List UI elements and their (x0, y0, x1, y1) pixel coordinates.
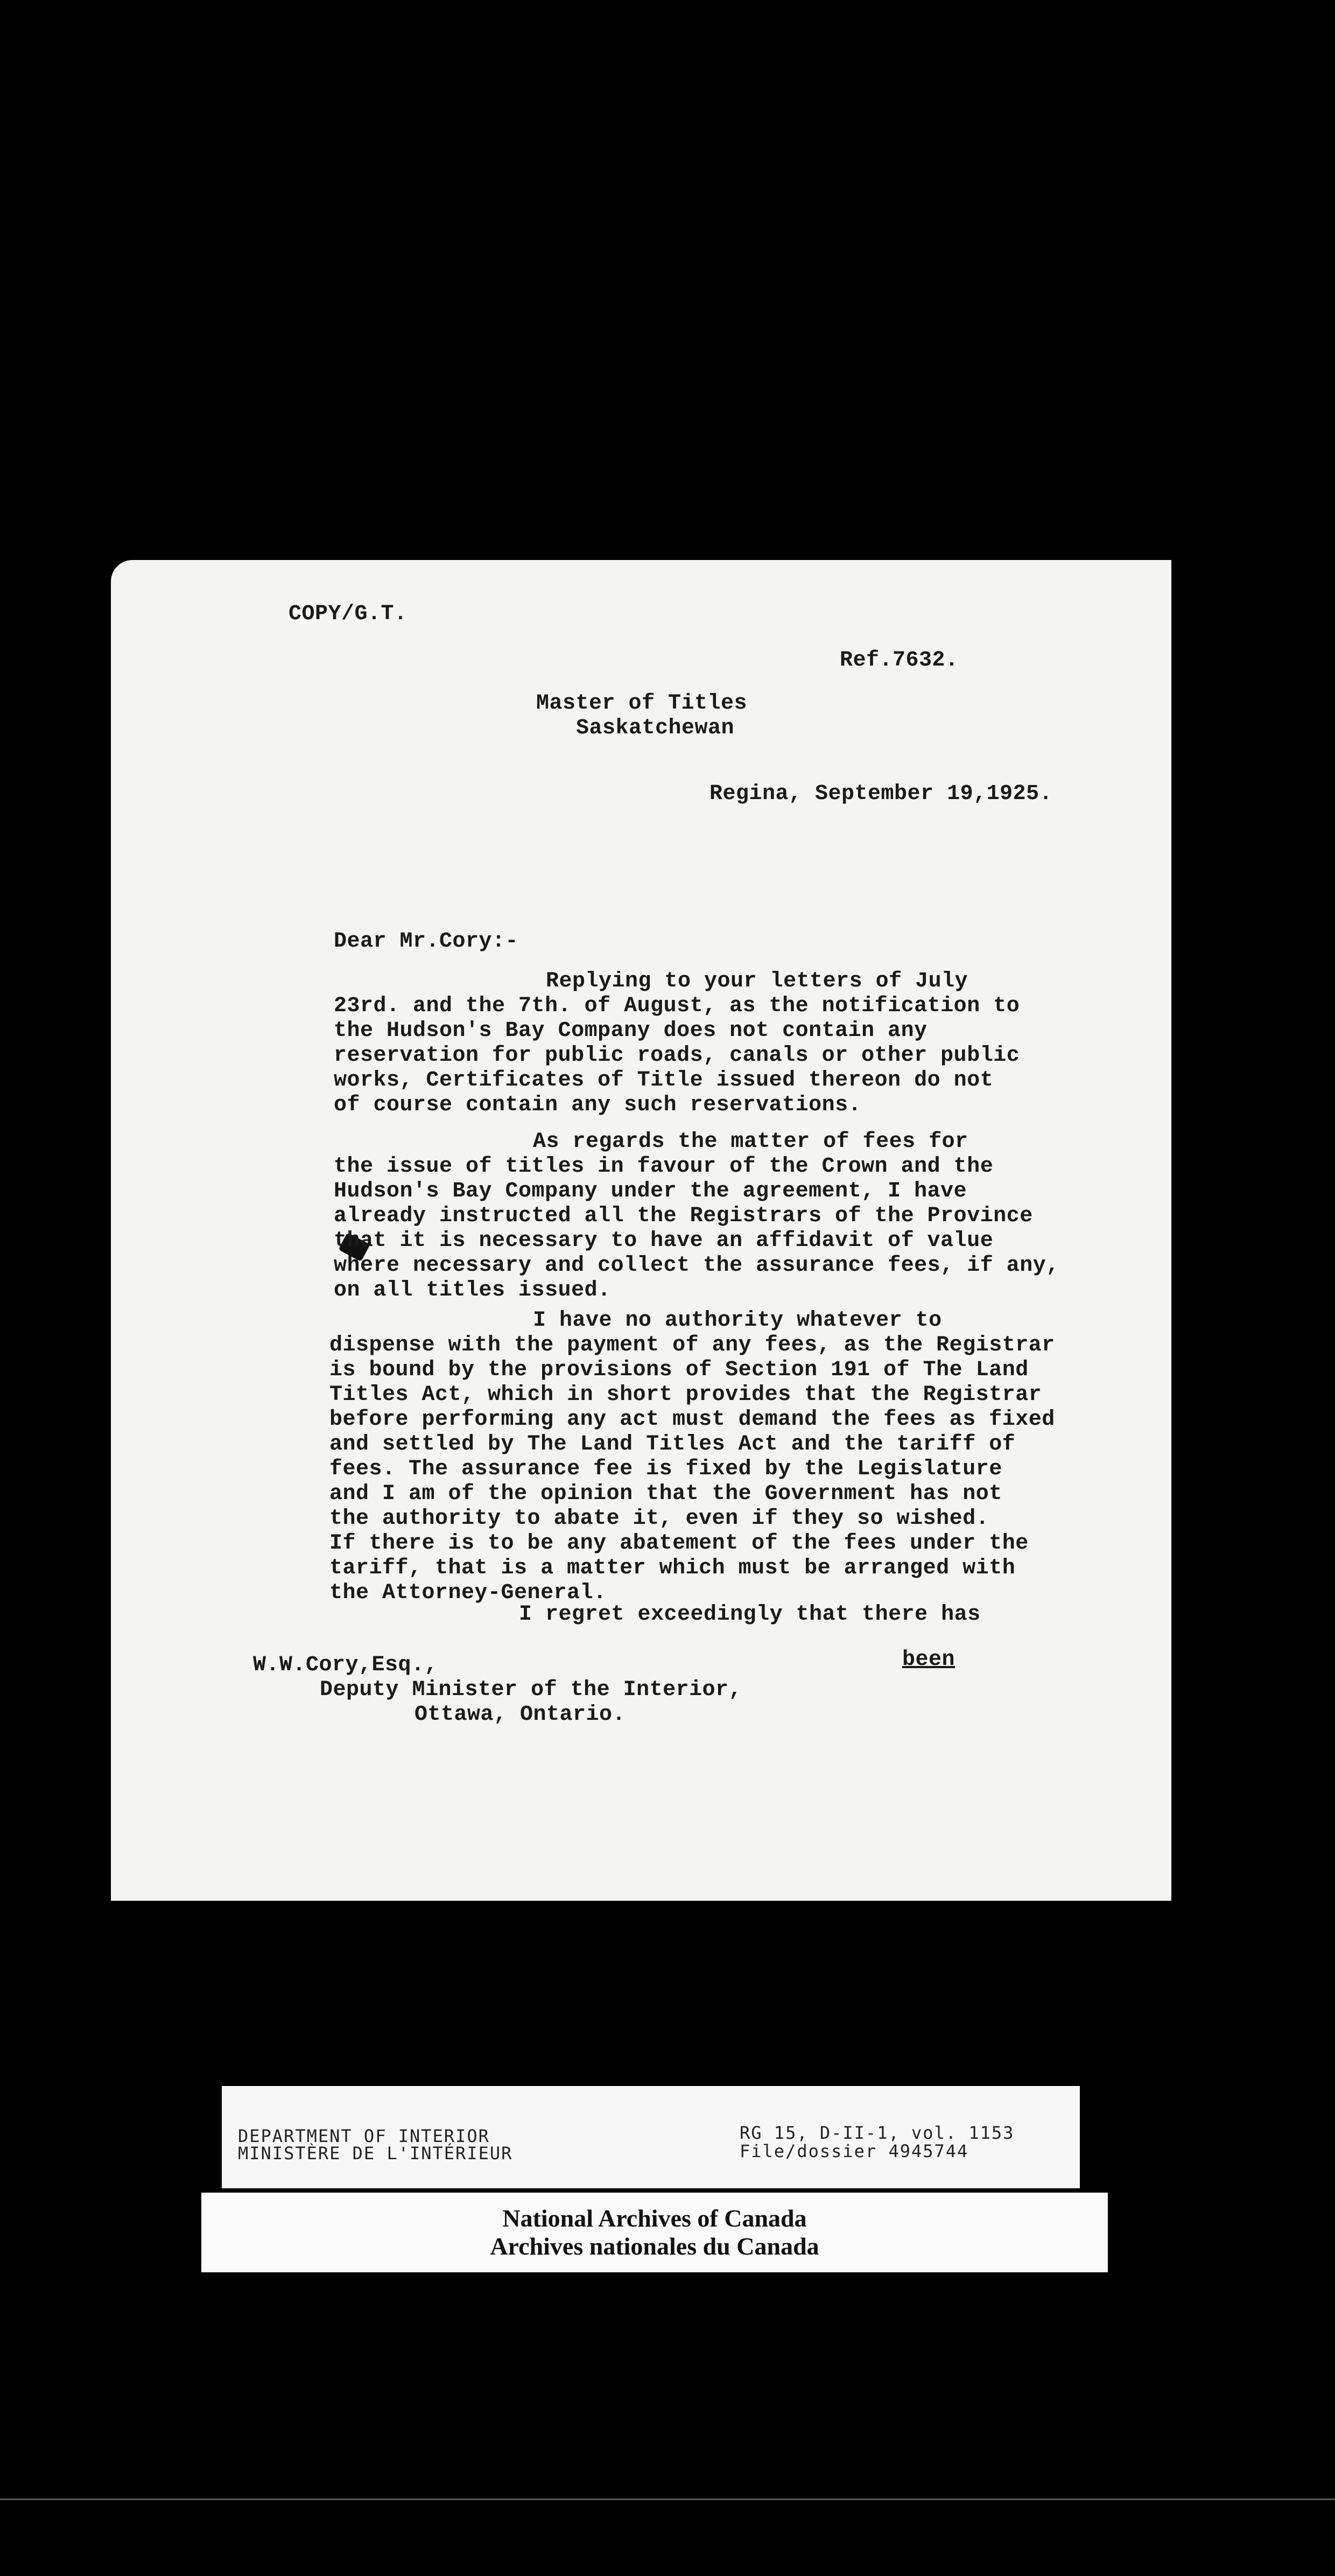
paragraph-4: I regret exceedingly that there has (519, 1602, 981, 1627)
addressee-line: Ottawa, Ontario. (414, 1703, 626, 1727)
salutation: Dear Mr.Cory:- (334, 929, 519, 954)
scan-edge-rule (0, 2498, 1335, 2500)
archives-name-english: National Archives of Canada (502, 2204, 807, 2232)
paragraph-line: that it is necessary to have an affidavit of value (334, 1229, 994, 1253)
sender-province: Saskatchewan (576, 716, 735, 740)
copy-mark: COPY/G.T. (289, 602, 407, 626)
paragraph-line: If there is to be any abatement of the fees under the (329, 1531, 1029, 1556)
paragraph-line: dispense with the payment of any fees, as the Registrar (329, 1333, 1055, 1357)
paragraph-line: and I am of the opinion that the Government has not (329, 1482, 1002, 1506)
paragraph-line: of course contain any such reservations. (334, 1093, 862, 1117)
paragraph-line: Hudson's Bay Company under the agreement, I have (334, 1179, 967, 1203)
department-english: DEPARTMENT OF INTERIOR (238, 2126, 490, 2146)
paragraph-line: already instructed all the Registrars of the Province (334, 1204, 1033, 1228)
paragraph-line: I have no authority whatever to (533, 1308, 942, 1333)
paragraph-line: is bound by the provisions of Section 191 of The Land (329, 1358, 1029, 1382)
addressee-line: Deputy Minister of the Interior, (320, 1678, 742, 1702)
paragraph-line: tariff, that is a matter which must be arranged with (329, 1556, 1016, 1580)
paragraph-line: the Hudson's Bay Company does not contain any (334, 1019, 928, 1043)
paragraph-line: As regards the matter of fees for (533, 1130, 968, 1154)
record-group-reference: RG 15, D-II-1, vol. 1153 (740, 2123, 1015, 2143)
paragraph-line: reservation for public roads, canals or other public (334, 1044, 1020, 1068)
paragraph-line: fees. The assurance fee is fixed by the Legislature (329, 1457, 1002, 1481)
reference-number: Ref.7632. (840, 648, 959, 673)
paragraph-line: 23rd. and the 7th. of August, as the notification to (334, 994, 1020, 1018)
archives-name-french: Archives nationales du Canada (490, 2232, 819, 2260)
sender-title: Master of Titles (536, 691, 748, 716)
paragraph-line: Replying to your letters of July (546, 969, 968, 993)
paragraph-line: the authority to abate it, even if they so wished. (329, 1507, 989, 1531)
paragraph-line: works, Certificates of Title issued thereon do not (334, 1068, 994, 1093)
paragraph-line: and settled by The Land Titles Act and the tariff of (329, 1432, 1016, 1457)
catchword: been (902, 1648, 955, 1672)
letter-date: Regina, September 19,1925. (709, 782, 1053, 806)
archive-reference-label (222, 2086, 1080, 2188)
paragraph-line: on all titles issued. (334, 1278, 611, 1303)
department-french: MINISTÈRE DE L'INTÉRIEUR (238, 2143, 513, 2164)
paragraph-line: the Attorney-General. (329, 1581, 607, 1605)
paragraph-line: Titles Act, which in short provides that the Registrar (329, 1383, 1042, 1407)
addressee-line: W.W.Cory,Esq., (253, 1653, 438, 1677)
file-dossier-number: File/dossier 4945744 (740, 2141, 969, 2161)
paragraph-line: the issue of titles in favour of the Crown and the (334, 1154, 994, 1179)
national-archives-banner (201, 2193, 1108, 2272)
paragraph-line: where necessary and collect the assurance fees, if any, (334, 1254, 1059, 1278)
paragraph-line: before performing any act must demand the fees as fixed (329, 1408, 1055, 1432)
